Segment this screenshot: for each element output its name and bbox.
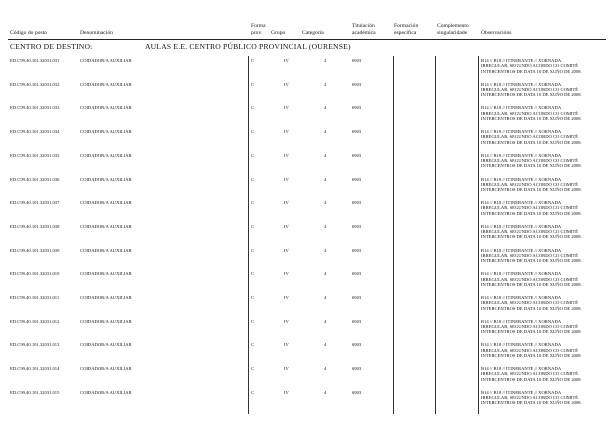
table-row — [0, 127, 615, 151]
grupo: IV — [284, 176, 289, 182]
grupo: IV — [284, 389, 289, 395]
observacions-line: INTERCENTROS DE DATA 10 DE XUÑO DE 2008. — [481, 352, 582, 358]
header-observacions: Observacións — [481, 30, 512, 36]
post-code: ED.C99.40.101.32031.013 — [10, 342, 60, 348]
observacions-line: INTERCENTROS DE DATA 10 DE XUÑO DE 2008. — [481, 187, 582, 193]
denomination: COIDADOR/A AUXILIAR — [80, 318, 132, 324]
observacions — [481, 82, 582, 98]
observacions-line: INTERCENTROS DE DATA 10 DE XUÑO DE 2008. — [481, 400, 582, 406]
titulacion: 6903 — [352, 81, 362, 87]
grupo: IV — [284, 342, 289, 348]
observacions-line: INTERCENTROS DE DATA 10 DE XUÑO DE 2008. — [481, 139, 582, 145]
forma-prov: C — [251, 105, 255, 111]
titulacion: 6903 — [352, 389, 362, 395]
forma-prov: C — [251, 318, 255, 324]
observacions-line: B14 // B18 // ITINERANTE // XORNADA — [481, 342, 562, 348]
post-code: ED.C99.40.101.32031.032 — [10, 81, 60, 87]
observacions-line: IRREGULAR, SEGUNDO ACORDO CO COMITÉ — [481, 63, 579, 69]
forma-prov: C — [251, 129, 255, 135]
table-row — [0, 175, 615, 199]
observacions-line: B14 // B18 // ITINERANTE // XORNADA — [481, 389, 562, 395]
centro-destino — [10, 42, 351, 51]
observacions-line: INTERCENTROS DE DATA 10 DE XUÑO DE 2008. — [481, 376, 582, 382]
observacions-line: B14 // B18 // ITINERANTE // XORNADA — [481, 366, 562, 372]
forma-prov: C — [251, 247, 255, 253]
titulacion: 6903 — [352, 366, 362, 372]
observacions-line: IRREGULAR, SEGUNDO ACORDO CO COMITÉ — [481, 323, 579, 329]
post-code: ED.C99.40.101.32031.011 — [10, 295, 60, 300]
observacions-line: IRREGULAR, SEGUNDO ACORDO CO COMITÉ — [481, 158, 579, 164]
categoria: 4 — [324, 295, 327, 300]
forma-prov: C — [251, 152, 255, 158]
table-row — [0, 293, 615, 317]
grupo: IV — [284, 247, 289, 253]
header-formacion-line2: específica — [394, 30, 417, 36]
denomination: COIDADOR/A AUXILIAR — [80, 295, 132, 300]
grupo: IV — [284, 318, 289, 324]
observacions-line: IRREGULAR, SEGUNDO ACORDO CO COMITÉ — [481, 395, 579, 401]
observacions-line: IRREGULAR, SEGUNDO ACORDO CO COMITÉ — [481, 110, 579, 116]
observacions-line: B14 // B18 // ITINERANTE // XORNADA — [481, 295, 562, 300]
post-code: ED.C99.40.101.32031.033 — [10, 105, 60, 111]
forma-prov: C — [251, 295, 255, 300]
observacions-line: INTERCENTROS DE DATA 10 DE XUÑO DE 2008. — [481, 305, 582, 311]
header-titulacion-line2: académica — [352, 30, 376, 36]
denomination: COIDADOR/A AUXILIAR — [80, 81, 132, 87]
observacions-line: INTERCENTROS DE DATA 10 DE XUÑO DE 2008. — [481, 68, 582, 74]
titulacion: 6903 — [352, 105, 362, 111]
post-code: ED.C99.40.101.32031.035 — [10, 152, 60, 158]
grupo: IV — [284, 129, 289, 135]
titulacion: 6903 — [352, 200, 362, 206]
observacions-line: INTERCENTROS DE DATA 10 DE XUÑO DE 2008. — [481, 234, 582, 240]
denomination: COIDADOR/A AUXILIAR — [80, 129, 132, 135]
grupo: IV — [284, 200, 289, 206]
observacions-line: B14 // B18 // ITINERANTE // XORNADA — [481, 58, 562, 63]
header-complemento-line1: Complemento — [437, 23, 469, 29]
observacions-line: B14 // B18 // ITINERANTE // XORNADA — [481, 105, 562, 111]
denomination: COIDADOR/A AUXILIAR — [80, 389, 132, 395]
observacions — [481, 200, 582, 216]
observacions-line: IRREGULAR, SEGUNDO ACORDO CO COMITÉ — [481, 252, 579, 258]
observacions-line: B14 // B18 // ITINERANTE // XORNADA — [481, 81, 562, 87]
titulacion: 6903 — [352, 271, 362, 277]
observacions-line: B14 // B18 // ITINERANTE // XORNADA — [481, 129, 562, 135]
categoria: 4 — [324, 366, 327, 372]
observacions-line: B14 // B18 // ITINERANTE // XORNADA — [481, 200, 562, 206]
forma-prov: C — [251, 389, 255, 395]
observacions-line: IRREGULAR, SEGUNDO ACORDO CO COMITÉ — [481, 300, 579, 306]
table-row — [0, 80, 615, 104]
observacions-line: IRREGULAR, SEGUNDO ACORDO CO COMITÉ — [481, 347, 579, 353]
observacions-line: INTERCENTROS DE DATA 10 DE XUÑO DE 2008. — [481, 115, 582, 121]
categoria: 4 — [324, 129, 327, 135]
observacions-line: INTERCENTROS DE DATA 10 DE XUÑO DE 2008. — [481, 258, 582, 264]
observacions-line: B14 // B18 // ITINERANTE // XORNADA — [481, 247, 562, 253]
observacions-line: INTERCENTROS DE DATA 10 DE XUÑO DE 2008. — [481, 281, 582, 287]
denomination: COIDADOR/A AUXILIAR — [80, 58, 132, 63]
denomination: COIDADOR/A AUXILIAR — [80, 223, 132, 229]
post-code: ED.C99.40.101.32031.039 — [10, 247, 60, 253]
table-row — [0, 340, 615, 364]
denomination: COIDADOR/A AUXILIAR — [80, 105, 132, 111]
header-divider — [8, 39, 606, 40]
post-code: ED.C99.40.101.32031.012 — [10, 318, 60, 324]
post-code: ED.C99.40.101.32031.010 — [10, 271, 60, 277]
observacions-line: INTERCENTROS DE DATA 10 DE XUÑO DE 2008. — [481, 329, 582, 335]
grupo: IV — [284, 271, 289, 277]
grupo: IV — [284, 81, 289, 87]
observacions — [481, 390, 582, 406]
titulacion: 6903 — [352, 152, 362, 158]
categoria: 4 — [324, 318, 327, 324]
denomination: COIDADOR/A AUXILIAR — [80, 366, 132, 372]
post-code: ED.C99.40.101.32031.031 — [10, 58, 60, 63]
header-titulacion-line1: Titulación — [352, 23, 375, 29]
denomination: COIDADOR/A AUXILIAR — [80, 247, 132, 253]
observacions — [481, 129, 582, 145]
observacions — [481, 224, 582, 240]
observacions — [481, 342, 582, 358]
table-row — [0, 151, 615, 175]
observacions — [481, 319, 582, 335]
grupo: IV — [284, 105, 289, 111]
post-code: ED.C99.40.101.32031.015 — [10, 389, 60, 395]
categoria: 4 — [324, 58, 327, 63]
denomination: COIDADOR/A AUXILIAR — [80, 200, 132, 206]
table-row — [0, 317, 615, 341]
observacions-line: INTERCENTROS DE DATA 10 DE XUÑO DE 2008. — [481, 163, 582, 169]
grupo: IV — [284, 295, 289, 300]
table-row — [0, 388, 615, 412]
observacions — [481, 58, 582, 74]
header-forma-line1: Forma — [251, 23, 266, 29]
observacions-line: IRREGULAR, SEGUNDO ACORDO CO COMITÉ — [481, 371, 579, 377]
header-forma-line2: prov. — [251, 30, 263, 36]
table-row — [0, 198, 615, 222]
titulacion: 6903 — [352, 129, 362, 135]
observacions — [481, 177, 582, 193]
table-row — [0, 222, 615, 246]
denomination: COIDADOR/A AUXILIAR — [80, 342, 132, 348]
categoria: 4 — [324, 200, 327, 206]
table-row — [0, 364, 615, 388]
observacions-line: IRREGULAR, SEGUNDO ACORDO CO COMITÉ — [481, 229, 579, 235]
forma-prov: C — [251, 58, 255, 63]
table-row — [0, 246, 615, 270]
observacions-line: IRREGULAR, SEGUNDO ACORDO CO COMITÉ — [481, 86, 579, 92]
categoria: 4 — [324, 223, 327, 229]
categoria: 4 — [324, 105, 327, 111]
observacions-line: B14 // B18 // ITINERANTE // XORNADA — [481, 318, 562, 324]
forma-prov: C — [251, 176, 255, 182]
observacions-line: IRREGULAR, SEGUNDO ACORDO CO COMITÉ — [481, 205, 579, 211]
observacions-line: B14 // B18 // ITINERANTE // XORNADA — [481, 271, 562, 277]
post-code: ED.C99.40.101.32031.014 — [10, 366, 60, 372]
header-grupo: Grupo — [271, 30, 286, 36]
categoria: 4 — [324, 342, 327, 348]
observacions — [481, 295, 582, 311]
titulacion: 6903 — [352, 247, 362, 253]
observacions-line: IRREGULAR, SEGUNDO ACORDO CO COMITÉ — [481, 276, 579, 282]
titulacion: 6903 — [352, 342, 362, 348]
centro-label: CENTRO DE DESTINO: — [10, 42, 93, 51]
observacions-line: B14 // B18 // ITINERANTE // XORNADA — [481, 152, 562, 158]
header-formacion-line1: Formación — [394, 23, 419, 29]
categoria: 4 — [324, 176, 327, 182]
forma-prov: C — [251, 342, 255, 348]
observacions — [481, 153, 582, 169]
post-code: ED.C99.40.101.32031.038 — [10, 223, 60, 229]
table-row — [0, 269, 615, 293]
forma-prov: C — [251, 271, 255, 277]
table-row — [0, 103, 615, 127]
titulacion: 6903 — [352, 223, 362, 229]
grupo: IV — [284, 58, 289, 63]
observacions-line: IRREGULAR, SEGUNDO ACORDO CO COMITÉ — [481, 181, 579, 187]
titulacion: 6903 — [352, 176, 362, 182]
centro-name: AULAS E.E. CENTRO PÚBLICO PROVINCIAL (OURENSE) — [145, 42, 351, 51]
categoria: 4 — [324, 152, 327, 158]
denomination: COIDADOR/A AUXILIAR — [80, 176, 132, 182]
denomination: COIDADOR/A AUXILIAR — [80, 152, 132, 158]
observacions — [481, 248, 582, 264]
header-codigo: Código do posto — [10, 30, 47, 36]
observacions-line: INTERCENTROS DE DATA 10 DE XUÑO DE 2008. — [481, 210, 582, 216]
observacions-line: B14 // B18 // ITINERANTE // XORNADA — [481, 176, 562, 182]
post-code: ED.C99.40.101.32031.036 — [10, 176, 60, 182]
titulacion: 6903 — [352, 318, 362, 324]
categoria: 4 — [324, 389, 327, 395]
post-code: ED.C99.40.101.32031.037 — [10, 200, 60, 206]
observacions-line: IRREGULAR, SEGUNDO ACORDO CO COMITÉ — [481, 134, 579, 140]
grupo: IV — [284, 152, 289, 158]
categoria: 4 — [324, 271, 327, 277]
forma-prov: C — [251, 81, 255, 87]
denomination: COIDADOR/A AUXILIAR — [80, 271, 132, 277]
grupo: IV — [284, 223, 289, 229]
titulacion: 6903 — [352, 58, 362, 63]
observacions — [481, 271, 582, 287]
forma-prov: C — [251, 223, 255, 229]
categoria: 4 — [324, 81, 327, 87]
observacions — [481, 105, 582, 121]
header-denominacion: Denominación — [80, 30, 113, 36]
forma-prov: C — [251, 366, 255, 372]
observacions-line: INTERCENTROS DE DATA 10 DE XUÑO DE 2008. — [481, 92, 582, 98]
categoria: 4 — [324, 247, 327, 253]
table-row — [0, 56, 615, 80]
titulacion: 6903 — [352, 295, 362, 300]
forma-prov: C — [251, 200, 255, 206]
observacions — [481, 366, 582, 382]
post-code: ED.C99.40.101.32031.034 — [10, 129, 60, 135]
header-complemento-line2: singularidade — [437, 30, 468, 36]
grupo: IV — [284, 366, 289, 372]
header-categoria: Categoría — [302, 30, 324, 36]
observacions-line: B14 // B18 // ITINERANTE // XORNADA — [481, 223, 562, 229]
